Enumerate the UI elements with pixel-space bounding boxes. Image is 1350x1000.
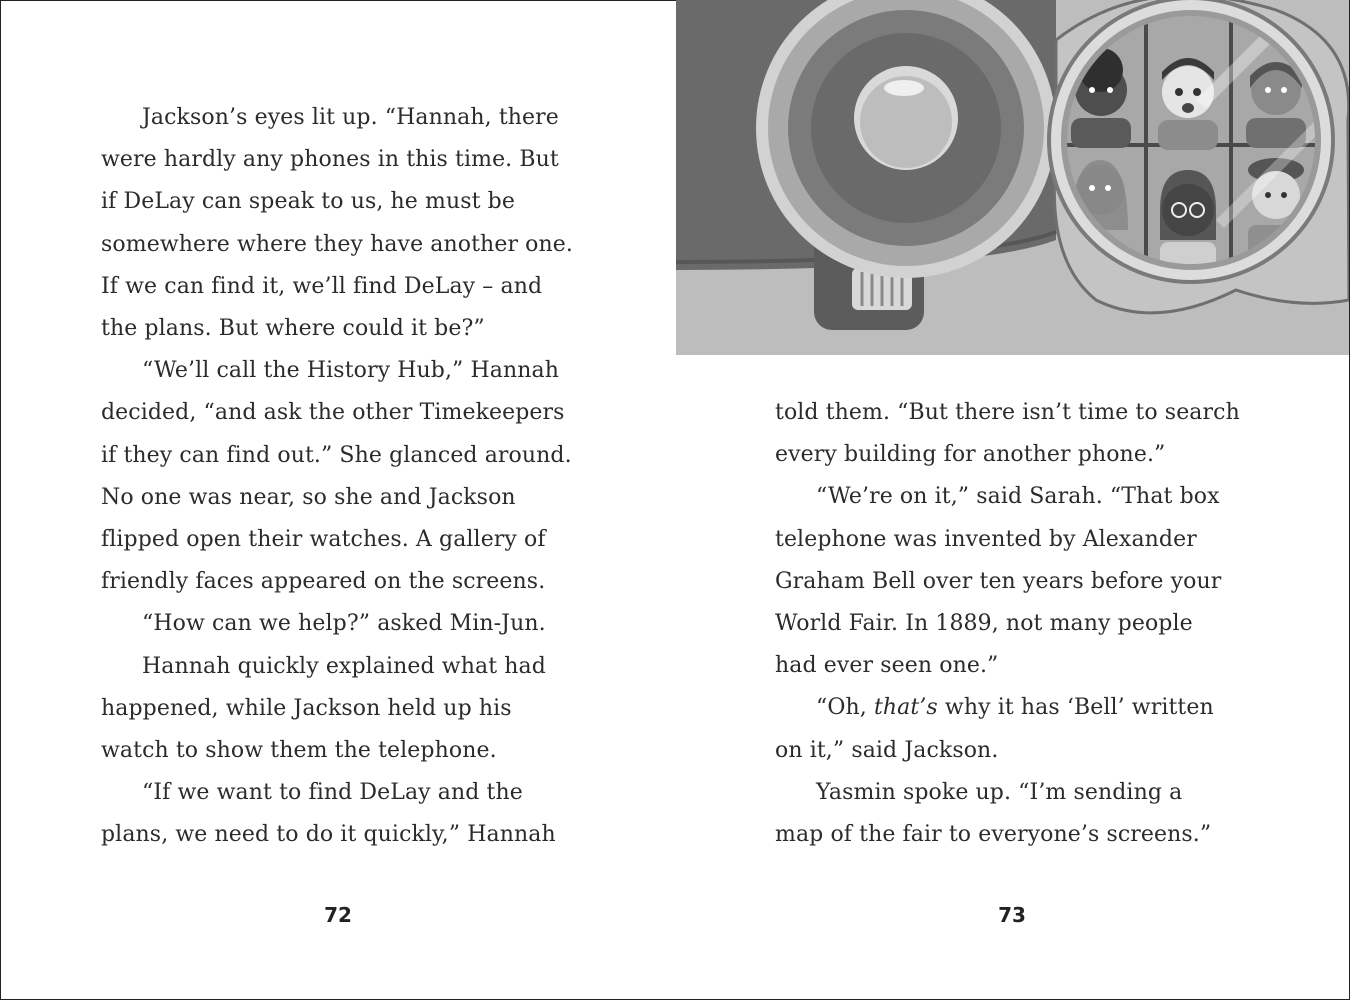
paragraph bbox=[101, 97, 601, 350]
paragraph bbox=[101, 350, 601, 603]
text-line: Jackson’s eyes lit up. “Hannah, there bbox=[142, 105, 559, 130]
text-line: every building for another phone.” bbox=[775, 442, 1166, 468]
text-line: watch to show them the telephone. bbox=[101, 738, 497, 764]
text-line: plans, we need to do it quickly,” Hannah bbox=[101, 822, 556, 848]
page-number: 73 bbox=[998, 903, 1026, 927]
text-line: were hardly any phones in this time. But bbox=[101, 147, 559, 173]
text-line: on it,” said Jackson. bbox=[775, 737, 999, 763]
text-line: If we can find it, we’ll find DeLay – and bbox=[101, 273, 543, 299]
paragraph bbox=[775, 392, 1275, 476]
text-line: somewhere where they have another one. bbox=[101, 231, 573, 257]
text-line: “If we want to find DeLay and the bbox=[142, 780, 523, 806]
text-line: decided, “and ask the other Timekeepers bbox=[101, 400, 565, 426]
text-line: if DeLay can speak to us, he must be bbox=[101, 189, 515, 215]
text-line: told them. “But there isn’t time to search bbox=[775, 400, 1240, 425]
emphasis-text: that’s bbox=[873, 695, 938, 721]
smartwatch-video-call-illustration bbox=[676, 0, 1349, 355]
text-line: telephone was invented by Alexander bbox=[775, 526, 1197, 552]
text-line: happened, while Jackson held up his bbox=[101, 695, 512, 721]
text-line: friendly faces appeared on the screens. bbox=[101, 569, 546, 595]
text-line: “How can we help?” asked Min-Jun. bbox=[142, 611, 546, 637]
text-line: had ever seen one.” bbox=[775, 653, 999, 679]
text-run: “Oh, bbox=[816, 695, 874, 721]
paragraph bbox=[101, 772, 601, 856]
text-line bbox=[775, 687, 1275, 729]
right-page-text bbox=[775, 392, 1275, 856]
text-line: map of the fair to everyone’s screens.” bbox=[775, 822, 1212, 848]
paragraph bbox=[101, 646, 601, 773]
paragraph bbox=[775, 772, 1275, 856]
right-page bbox=[675, 0, 1350, 1000]
text-line: World Fair. In 1889, not many people bbox=[775, 611, 1193, 637]
text-line: if they can find out.” She glanced around. bbox=[101, 442, 572, 468]
text-line: Hannah quickly explained what had bbox=[142, 653, 546, 679]
paragraph bbox=[775, 476, 1275, 687]
text-run: why it has ‘Bell’ written bbox=[937, 695, 1214, 721]
paragraph bbox=[775, 687, 1275, 771]
paragraph bbox=[101, 603, 601, 645]
page-number: 72 bbox=[324, 903, 352, 927]
text-line: No one was near, so she and Jackson bbox=[101, 484, 516, 510]
text-line: Yasmin spoke up. “I’m sending a bbox=[816, 779, 1183, 805]
text-line: “We’re on it,” said Sarah. “That box bbox=[816, 484, 1220, 510]
text-line: flipped open their watches. A gallery of bbox=[101, 527, 546, 553]
text-line: “We’ll call the History Hub,” Hannah bbox=[142, 358, 560, 384]
text-line: the plans. But where could it be?” bbox=[101, 316, 485, 342]
left-page-text bbox=[101, 97, 601, 857]
text-line: Graham Bell over ten years before your bbox=[775, 568, 1222, 594]
